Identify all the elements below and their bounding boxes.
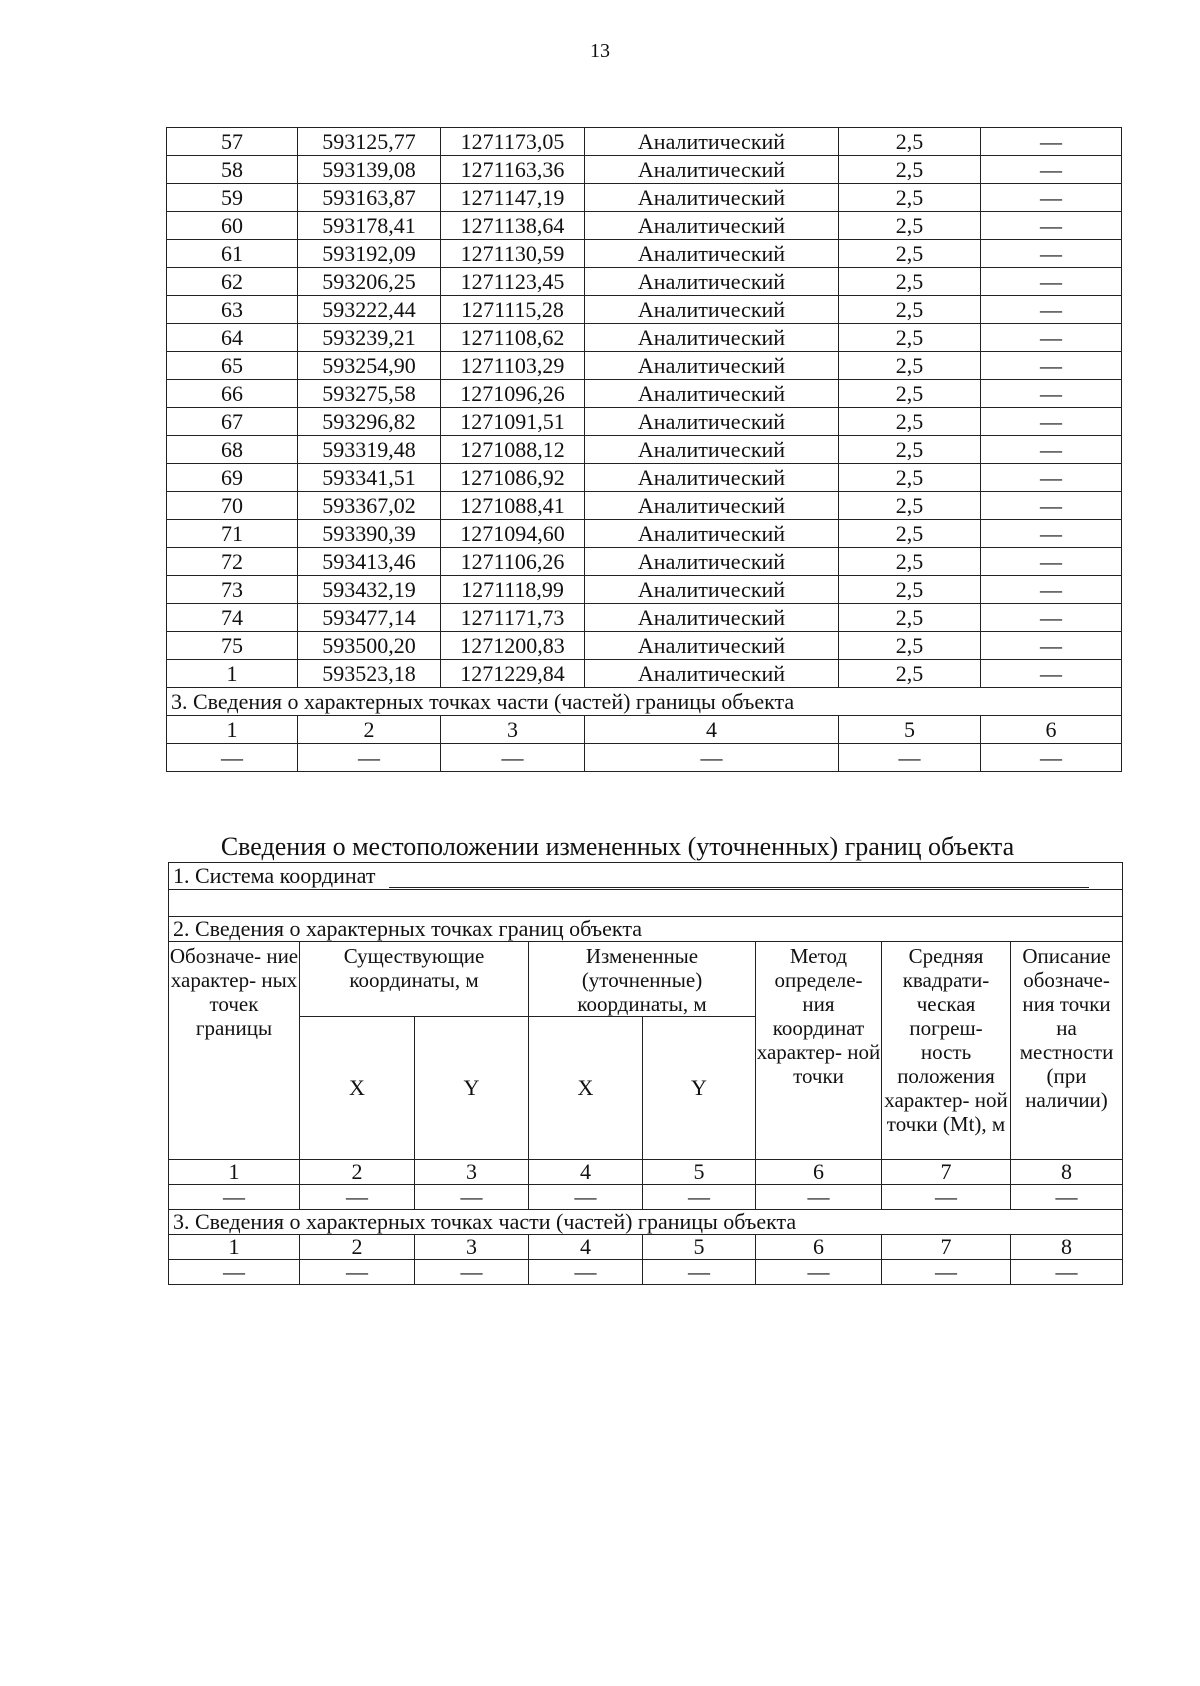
- method-cell: Аналитический: [585, 296, 839, 324]
- x-coord-cell: 593319,48: [298, 436, 441, 464]
- method-cell: Аналитический: [585, 128, 839, 156]
- part-section-title: 3. Сведения о характерных точках части (частей) границы объекта: [167, 688, 1122, 716]
- col-number: 6: [756, 1160, 882, 1185]
- header-row-1: [169, 942, 1123, 1017]
- dash-cell: —: [169, 1185, 300, 1210]
- table-row: [167, 296, 1122, 324]
- method-cell: Аналитический: [585, 464, 839, 492]
- part-col-number: 1: [169, 1235, 300, 1260]
- x-coord-cell: 593239,21: [298, 324, 441, 352]
- error-cell: 2,5: [839, 184, 981, 212]
- page-number: 13: [590, 40, 610, 62]
- part-col-number: 8: [1011, 1235, 1123, 1260]
- part-col-number: 5: [839, 716, 981, 744]
- point-number-cell: 66: [167, 380, 298, 408]
- point-number-cell: 61: [167, 240, 298, 268]
- error-cell: 2,5: [839, 296, 981, 324]
- y-coord-cell: 1271200,83: [441, 632, 585, 660]
- header-changed-x: X: [529, 1017, 643, 1160]
- table-row: [167, 660, 1122, 688]
- dash-cell: —: [643, 1185, 756, 1210]
- section-title: Сведения о местоположении измененных (уточненных) границ объекта: [220, 832, 1015, 861]
- error-cell: 2,5: [839, 548, 981, 576]
- error-cell: 2,5: [839, 380, 981, 408]
- method-cell: Аналитический: [585, 576, 839, 604]
- error-cell: 2,5: [839, 660, 981, 688]
- header-description: Описание обозначе- ния точки на местности (при наличии): [1011, 942, 1123, 1160]
- part-dash-cell: —: [882, 1260, 1011, 1285]
- point-number-cell: 63: [167, 296, 298, 324]
- table-row: [167, 520, 1122, 548]
- table-row: [167, 464, 1122, 492]
- y-coord-cell: 1271088,12: [441, 436, 585, 464]
- part-col-number: 4: [529, 1235, 643, 1260]
- x-coord-cell: 593500,20: [298, 632, 441, 660]
- table-row: [167, 436, 1122, 464]
- header-designation: Обозначе- ние характер- ных точек границы: [169, 942, 300, 1160]
- error-cell: 2,5: [839, 604, 981, 632]
- part-col-number: 6: [756, 1235, 882, 1260]
- point-number-cell: 71: [167, 520, 298, 548]
- y-coord-cell: 1271088,41: [441, 492, 585, 520]
- point-number-cell: 74: [167, 604, 298, 632]
- method-cell: Аналитический: [585, 324, 839, 352]
- boundary-points-table: [166, 127, 1122, 772]
- description-cell: —: [981, 660, 1122, 688]
- x-coord-cell: 593413,46: [298, 548, 441, 576]
- point-number-cell: 70: [167, 492, 298, 520]
- dash-row: [169, 1185, 1123, 1210]
- blank-cell: [169, 890, 1123, 917]
- point-number-cell: 64: [167, 324, 298, 352]
- part-number-row: [169, 1235, 1123, 1260]
- table-row: [167, 576, 1122, 604]
- method-cell: Аналитический: [585, 660, 839, 688]
- error-cell: 2,5: [839, 324, 981, 352]
- changed-boundaries-table: [168, 862, 1123, 1285]
- col-number: 3: [415, 1160, 529, 1185]
- part-col-number: 2: [298, 716, 441, 744]
- col-number: 2: [300, 1160, 415, 1185]
- error-cell: 2,5: [839, 156, 981, 184]
- part-section-title: 3. Сведения о характерных точках части (частей) границы объекта: [169, 1210, 1123, 1235]
- x-coord-cell: 593432,19: [298, 576, 441, 604]
- coord-system-label: 1. Система координат: [173, 863, 376, 888]
- col-number: 8: [1011, 1160, 1123, 1185]
- table-row: [167, 632, 1122, 660]
- points-title-row: [169, 917, 1123, 942]
- description-cell: —: [981, 548, 1122, 576]
- error-cell: 2,5: [839, 632, 981, 660]
- point-number-cell: 62: [167, 268, 298, 296]
- description-cell: —: [981, 296, 1122, 324]
- error-cell: 2,5: [839, 240, 981, 268]
- coord-system-cell: [169, 863, 1123, 890]
- y-coord-cell: 1271106,26: [441, 548, 585, 576]
- boundary-points-body: [167, 128, 1122, 688]
- error-cell: 2,5: [839, 268, 981, 296]
- point-number-cell: 68: [167, 436, 298, 464]
- table-row: [167, 408, 1122, 436]
- part-title-row: [167, 688, 1122, 716]
- description-cell: —: [981, 520, 1122, 548]
- header-changed-coords: Измененные (уточненные) координаты, м: [529, 942, 756, 1017]
- method-cell: Аналитический: [585, 520, 839, 548]
- method-cell: Аналитический: [585, 408, 839, 436]
- description-cell: —: [981, 352, 1122, 380]
- method-cell: Аналитический: [585, 240, 839, 268]
- error-cell: 2,5: [839, 520, 981, 548]
- y-coord-cell: 1271118,99: [441, 576, 585, 604]
- x-coord-cell: 593163,87: [298, 184, 441, 212]
- point-number-cell: 59: [167, 184, 298, 212]
- table-row: [167, 604, 1122, 632]
- x-coord-cell: 593390,39: [298, 520, 441, 548]
- col-number: 1: [169, 1160, 300, 1185]
- dash-cell: —: [756, 1185, 882, 1210]
- point-number-cell: 69: [167, 464, 298, 492]
- table-row: [167, 212, 1122, 240]
- point-number-cell: 73: [167, 576, 298, 604]
- x-coord-cell: 593139,08: [298, 156, 441, 184]
- description-cell: —: [981, 128, 1122, 156]
- part-dash-cell: —: [643, 1260, 756, 1285]
- description-cell: —: [981, 632, 1122, 660]
- description-cell: —: [981, 156, 1122, 184]
- point-number-cell: 75: [167, 632, 298, 660]
- description-cell: —: [981, 324, 1122, 352]
- error-cell: 2,5: [839, 492, 981, 520]
- part-dash-cell: —: [300, 1260, 415, 1285]
- method-cell: Аналитический: [585, 380, 839, 408]
- point-number-cell: 72: [167, 548, 298, 576]
- description-cell: —: [981, 184, 1122, 212]
- part-col-number: 3: [415, 1235, 529, 1260]
- method-cell: Аналитический: [585, 212, 839, 240]
- x-coord-cell: 593192,09: [298, 240, 441, 268]
- y-coord-cell: 1271115,28: [441, 296, 585, 324]
- point-number-cell: 65: [167, 352, 298, 380]
- col-number: 7: [882, 1160, 1011, 1185]
- x-coord-cell: 593477,14: [298, 604, 441, 632]
- part-dash-cell: —: [169, 1260, 300, 1285]
- error-cell: 2,5: [839, 576, 981, 604]
- description-cell: —: [981, 492, 1122, 520]
- header-existing-x: X: [300, 1017, 415, 1160]
- description-cell: —: [981, 240, 1122, 268]
- description-cell: —: [981, 464, 1122, 492]
- point-number-cell: 1: [167, 660, 298, 688]
- header-method: Метод определе- ния координат характер- ной точки: [756, 942, 882, 1160]
- description-cell: —: [981, 436, 1122, 464]
- x-coord-cell: 593178,41: [298, 212, 441, 240]
- table-row: [167, 240, 1122, 268]
- header-changed-y: Y: [643, 1017, 756, 1160]
- y-coord-cell: 1271173,05: [441, 128, 585, 156]
- point-number-cell: 60: [167, 212, 298, 240]
- part-col-number: 1: [167, 716, 298, 744]
- method-cell: Аналитический: [585, 156, 839, 184]
- part-number-row: [167, 716, 1122, 744]
- part-dash-cell: —: [415, 1260, 529, 1285]
- point-number-cell: 58: [167, 156, 298, 184]
- method-cell: Аналитический: [585, 184, 839, 212]
- x-coord-cell: 593523,18: [298, 660, 441, 688]
- part-dash-row: [169, 1260, 1123, 1285]
- error-cell: 2,5: [839, 464, 981, 492]
- y-coord-cell: 1271229,84: [441, 660, 585, 688]
- part-col-number: 2: [300, 1235, 415, 1260]
- description-cell: —: [981, 212, 1122, 240]
- part-dash-cell: —: [585, 744, 839, 772]
- description-cell: —: [981, 380, 1122, 408]
- method-cell: Аналитический: [585, 632, 839, 660]
- dash-cell: —: [529, 1185, 643, 1210]
- method-cell: Аналитический: [585, 352, 839, 380]
- table-row: [167, 156, 1122, 184]
- y-coord-cell: 1271163,36: [441, 156, 585, 184]
- table-row: [167, 492, 1122, 520]
- coord-system-blank-line: [389, 869, 1089, 888]
- y-coord-cell: 1271138,64: [441, 212, 585, 240]
- y-coord-cell: 1271108,62: [441, 324, 585, 352]
- y-coord-cell: 1271123,45: [441, 268, 585, 296]
- table-row: [167, 380, 1122, 408]
- dash-cell: —: [1011, 1185, 1123, 1210]
- part-dash-cell: —: [167, 744, 298, 772]
- col-number: 5: [643, 1160, 756, 1185]
- x-coord-cell: 593125,77: [298, 128, 441, 156]
- error-cell: 2,5: [839, 408, 981, 436]
- col-number: 4: [529, 1160, 643, 1185]
- description-cell: —: [981, 408, 1122, 436]
- x-coord-cell: 593206,25: [298, 268, 441, 296]
- header-rms-error: Средняя квадрати- ческая погреш- ность положения характер- ной точки (Mt), м: [882, 942, 1011, 1160]
- point-number-cell: 57: [167, 128, 298, 156]
- part-col-number: 3: [441, 716, 585, 744]
- y-coord-cell: 1271091,51: [441, 408, 585, 436]
- error-cell: 2,5: [839, 212, 981, 240]
- method-cell: Аналитический: [585, 436, 839, 464]
- part-col-number: 5: [643, 1235, 756, 1260]
- y-coord-cell: 1271103,29: [441, 352, 585, 380]
- description-cell: —: [981, 604, 1122, 632]
- y-coord-cell: 1271094,60: [441, 520, 585, 548]
- method-cell: Аналитический: [585, 604, 839, 632]
- part-dash-cell: —: [298, 744, 441, 772]
- table-row: [167, 128, 1122, 156]
- part-col-number: 6: [981, 716, 1122, 744]
- part-dash-row: [167, 744, 1122, 772]
- x-coord-cell: 593222,44: [298, 296, 441, 324]
- y-coord-cell: 1271147,19: [441, 184, 585, 212]
- part-dash-cell: —: [981, 744, 1122, 772]
- error-cell: 2,5: [839, 128, 981, 156]
- coord-system-row: [169, 863, 1123, 890]
- method-cell: Аналитический: [585, 492, 839, 520]
- header-existing-coords: Существующие координаты, м: [300, 942, 529, 1017]
- y-coord-cell: 1271096,26: [441, 380, 585, 408]
- dash-cell: —: [882, 1185, 1011, 1210]
- header-existing-y: Y: [415, 1017, 529, 1160]
- x-coord-cell: 593341,51: [298, 464, 441, 492]
- col-number-row: [169, 1160, 1123, 1185]
- blank-row: [169, 890, 1123, 917]
- error-cell: 2,5: [839, 352, 981, 380]
- part-dash-cell: —: [529, 1260, 643, 1285]
- table-row: [167, 184, 1122, 212]
- part-dash-cell: —: [1011, 1260, 1123, 1285]
- y-coord-cell: 1271171,73: [441, 604, 585, 632]
- y-coord-cell: 1271086,92: [441, 464, 585, 492]
- part-dash-cell: —: [756, 1260, 882, 1285]
- points-section-title: 2. Сведения о характерных точках границ объекта: [169, 917, 1123, 942]
- description-cell: —: [981, 268, 1122, 296]
- y-coord-cell: 1271130,59: [441, 240, 585, 268]
- dash-cell: —: [300, 1185, 415, 1210]
- table-row: [167, 548, 1122, 576]
- point-number-cell: 67: [167, 408, 298, 436]
- table-row: [167, 324, 1122, 352]
- table-row: [167, 352, 1122, 380]
- x-coord-cell: 593275,58: [298, 380, 441, 408]
- method-cell: Аналитический: [585, 548, 839, 576]
- x-coord-cell: 593254,90: [298, 352, 441, 380]
- x-coord-cell: 593367,02: [298, 492, 441, 520]
- dash-cell: —: [415, 1185, 529, 1210]
- part-col-number: 7: [882, 1235, 1011, 1260]
- table-row: [167, 268, 1122, 296]
- x-coord-cell: 593296,82: [298, 408, 441, 436]
- description-cell: —: [981, 576, 1122, 604]
- error-cell: 2,5: [839, 436, 981, 464]
- part-title-row: [169, 1210, 1123, 1235]
- part-dash-cell: —: [441, 744, 585, 772]
- part-col-number: 4: [585, 716, 839, 744]
- part-dash-cell: —: [839, 744, 981, 772]
- method-cell: Аналитический: [585, 268, 839, 296]
